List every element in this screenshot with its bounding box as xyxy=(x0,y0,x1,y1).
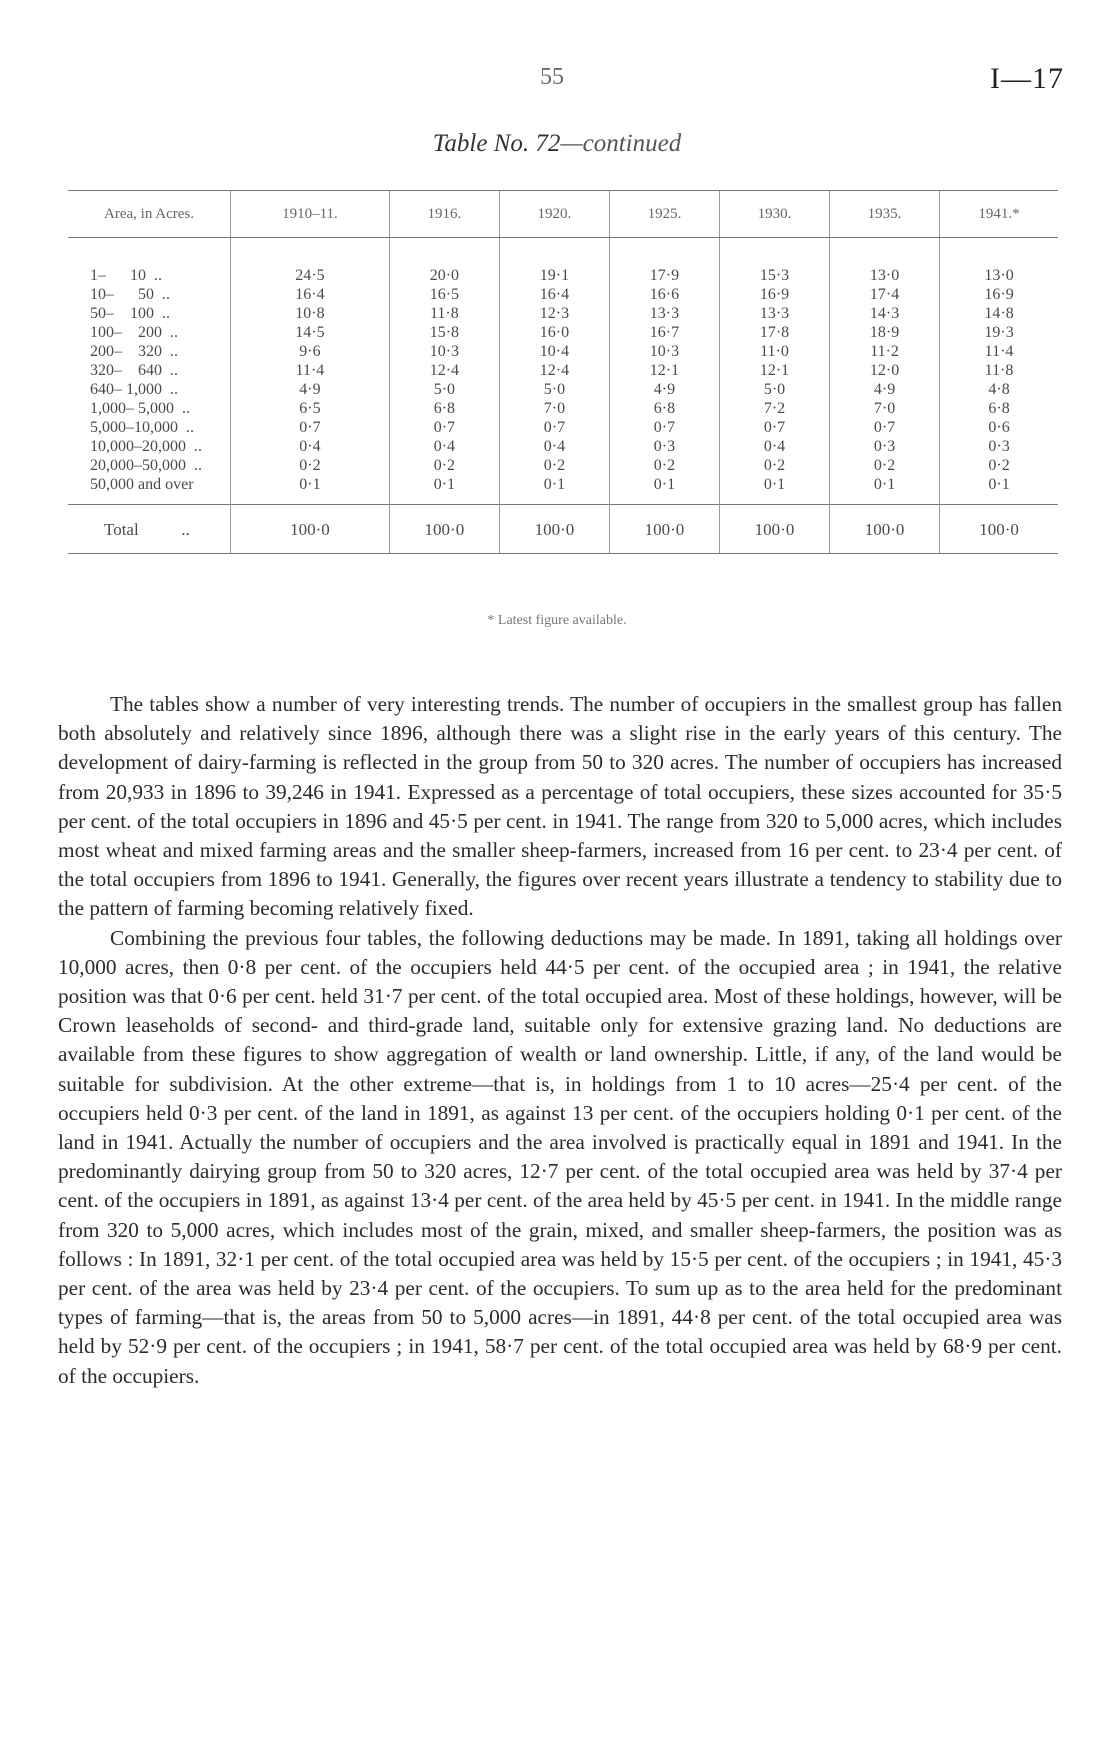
area-range-cell: 320– 640 .. xyxy=(90,362,178,379)
column-header: 1916. xyxy=(389,191,499,238)
percentage-cell: 0·2 xyxy=(609,456,719,475)
area-range-cell: 640– 1,000 .. xyxy=(90,381,178,398)
table-row xyxy=(68,304,1058,323)
table-row xyxy=(68,361,1058,380)
percentage-cell: 4·8 xyxy=(940,380,1058,399)
column-header: Area, in Acres. xyxy=(68,191,231,238)
percentage-cell: 14·3 xyxy=(830,304,940,323)
area-range-cell: 10,000–20,000 .. xyxy=(90,438,202,455)
percentage-cell: 0·2 xyxy=(940,456,1058,475)
percentage-cell: 0·3 xyxy=(830,437,940,456)
percentage-cell: 5·0 xyxy=(499,380,609,399)
column-header: 1920. xyxy=(499,191,609,238)
area-range-cell: 200– 320 .. xyxy=(90,343,178,360)
percentage-cell: 0·1 xyxy=(231,475,390,505)
table-row xyxy=(68,475,1058,505)
percentage-cell: 0·7 xyxy=(389,418,499,437)
percentage-cell: 7·0 xyxy=(499,399,609,418)
table-row xyxy=(68,342,1058,361)
percentage-cell: 18·9 xyxy=(830,323,940,342)
percentage-cell: 0·7 xyxy=(719,418,829,437)
area-range-cell: 100– 200 .. xyxy=(90,324,178,341)
table-title xyxy=(0,130,1114,158)
percentage-cell: 11·2 xyxy=(830,342,940,361)
percentage-cell: 0·3 xyxy=(940,437,1058,456)
percentage-cell: 0·1 xyxy=(940,475,1058,505)
total-cell: 100·0 xyxy=(499,505,609,554)
percentage-cell: 11·8 xyxy=(940,361,1058,380)
area-range-cell: 20,000–50,000 .. xyxy=(90,457,202,474)
percentage-cell: 13·3 xyxy=(609,304,719,323)
percentage-cell: 16·6 xyxy=(609,285,719,304)
total-cell: 100·0 xyxy=(719,505,829,554)
percentage-cell: 0·2 xyxy=(830,456,940,475)
percentage-cell: 0·2 xyxy=(499,456,609,475)
percentage-cell: 16·5 xyxy=(389,285,499,304)
page-number: 55 xyxy=(540,64,564,90)
percentage-cell: 15·3 xyxy=(719,238,829,286)
area-range-cell: 50,000 and over xyxy=(90,476,194,493)
percentage-cell: 0·2 xyxy=(231,456,390,475)
percentage-cell: 12·1 xyxy=(609,361,719,380)
percentage-cell: 17·8 xyxy=(719,323,829,342)
percentage-cell: 16·7 xyxy=(609,323,719,342)
total-label-cell: Total .. xyxy=(68,505,231,554)
percentage-cell: 6·8 xyxy=(940,399,1058,418)
paragraph: The tables show a number of very interesting trends. The number of occupiers in the smallest group has fallen both absolutely and relatively since 1896, although there was a slight rise in the early years of this century. The development of dairy-farming is reflected in the group from 50 to 320 acres. The number of occupiers has increased from 20,933 in 1896 to 39,246 in 1941. Expressed as a percentage of total occupiers, these sizes accounted for 35·5 per cent. of the total occupiers in 1896 and 45·5 per cent. in 1941. The range from 320 to 5,000 acres, which includes most wheat and mixed farming areas and the smaller sheep-farmers, increased from 16 per cent. to 23·4 per cent. of the total occupiers from 1896 to 1941. Generally, the figures over recent years illustrate a tendency to stability due to the pattern of farming becoming relatively fixed. xyxy=(58,692,1062,921)
percentage-cell: 16·9 xyxy=(940,285,1058,304)
area-range-cell: 1,000– 5,000 .. xyxy=(90,400,190,417)
percentage-cell: 20·0 xyxy=(389,238,499,286)
percentage-cell: 0·4 xyxy=(499,437,609,456)
percentage-cell: 6·5 xyxy=(231,399,390,418)
percentage-cell: 5·0 xyxy=(389,380,499,399)
percentage-cell: 11·8 xyxy=(389,304,499,323)
area-range-cell: 5,000–10,000 .. xyxy=(90,419,194,436)
percentage-cell: 9·6 xyxy=(231,342,390,361)
percentage-cell: 12·3 xyxy=(499,304,609,323)
percentage-cell: 6·8 xyxy=(609,399,719,418)
percentage-cell: 13·0 xyxy=(940,238,1058,286)
percentage-cell: 24·5 xyxy=(231,238,390,286)
table-title-suffix: —continued xyxy=(560,130,682,157)
total-cell: 100·0 xyxy=(609,505,719,554)
table-row xyxy=(68,437,1058,456)
percentage-cell: 19·3 xyxy=(940,323,1058,342)
percentage-cell: 0·3 xyxy=(609,437,719,456)
table-row xyxy=(68,323,1058,342)
percentage-cell: 12·0 xyxy=(830,361,940,380)
percentage-cell: 17·9 xyxy=(609,238,719,286)
percentage-cell: 0·7 xyxy=(830,418,940,437)
percentage-cell: 0·2 xyxy=(389,456,499,475)
table-row xyxy=(68,285,1058,304)
column-header: 1910–11. xyxy=(231,191,390,238)
table-row xyxy=(68,380,1058,399)
percentage-cell: 14·5 xyxy=(231,323,390,342)
table-header-row xyxy=(68,191,1058,238)
total-cell: 100·0 xyxy=(940,505,1058,554)
percentage-cell: 0·4 xyxy=(231,437,390,456)
table-total-row xyxy=(68,505,1058,554)
percentage-cell: 4·9 xyxy=(231,380,390,399)
percentage-cell: 15·8 xyxy=(389,323,499,342)
percentage-cell: 11·0 xyxy=(719,342,829,361)
column-header: 1935. xyxy=(830,191,940,238)
column-header: 1930. xyxy=(719,191,829,238)
percentage-cell: 14·8 xyxy=(940,304,1058,323)
area-range-cell: 10– 50 .. xyxy=(90,286,170,303)
area-range-cell: 50– 100 .. xyxy=(90,305,170,322)
percentage-cell: 4·9 xyxy=(609,380,719,399)
percentage-cell: 10·4 xyxy=(499,342,609,361)
percentage-cell: 0·7 xyxy=(499,418,609,437)
percentage-cell: 0·1 xyxy=(499,475,609,505)
percentage-cell: 0·4 xyxy=(719,437,829,456)
column-header: 1925. xyxy=(609,191,719,238)
percentage-cell: 0·7 xyxy=(231,418,390,437)
percentage-cell: 13·3 xyxy=(719,304,829,323)
percentage-cell: 5·0 xyxy=(719,380,829,399)
percentage-cell: 12·1 xyxy=(719,361,829,380)
total-cell: 100·0 xyxy=(389,505,499,554)
table-row xyxy=(68,418,1058,437)
percentage-cell: 10·3 xyxy=(609,342,719,361)
percentage-cell: 0·1 xyxy=(719,475,829,505)
percentage-cell: 12·4 xyxy=(499,361,609,380)
percentage-cell: 0·1 xyxy=(389,475,499,505)
percentage-cell: 10·3 xyxy=(389,342,499,361)
percentage-cell: 16·9 xyxy=(719,285,829,304)
percentage-cell: 13·0 xyxy=(830,238,940,286)
total-cell: 100·0 xyxy=(830,505,940,554)
percentage-cell: 4·9 xyxy=(830,380,940,399)
body-text xyxy=(58,690,1062,1391)
table-row xyxy=(68,238,1058,286)
table-row xyxy=(68,456,1058,475)
percentage-cell: 7·2 xyxy=(719,399,829,418)
percentage-cell: 0·2 xyxy=(719,456,829,475)
percentage-cell: 0·1 xyxy=(830,475,940,505)
percentage-cell: 16·0 xyxy=(499,323,609,342)
percentage-cell: 12·4 xyxy=(389,361,499,380)
area-percentage-table xyxy=(68,190,1058,554)
percentage-cell: 0·7 xyxy=(609,418,719,437)
column-header: 1941.* xyxy=(940,191,1058,238)
percentage-cell: 11·4 xyxy=(940,342,1058,361)
percentage-cell: 16·4 xyxy=(231,285,390,304)
percentage-cell: 0·1 xyxy=(609,475,719,505)
percentage-cell: 11·4 xyxy=(231,361,390,380)
table-row xyxy=(68,399,1058,418)
area-range-cell: 1– 10 .. xyxy=(90,267,162,284)
percentage-cell: 7·0 xyxy=(830,399,940,418)
percentage-cell: 17·4 xyxy=(830,285,940,304)
percentage-cell: 6·8 xyxy=(389,399,499,418)
table-footnote: * Latest figure available. xyxy=(487,613,627,628)
percentage-cell: 0·4 xyxy=(389,437,499,456)
percentage-cell: 10·8 xyxy=(231,304,390,323)
page-reference: I—17 xyxy=(990,62,1064,95)
percentage-cell: 19·1 xyxy=(499,238,609,286)
table-title-main: Table No. 72 xyxy=(432,130,561,157)
paragraph: Combining the previous four tables, the following deductions may be made. In 1891, taking all holdings over 10,000 acres, then 0·8 per cent. of the occupiers held 44·5 per cent. of the occupied area ; in 1941, the relative position was that 0·6 per cent. held 31·7 per cent. of the total occupied area. Most of these holdings, however, will be Crown leaseholds of second- and third-grade land, suitable only for extensive grazing land. No deductions are available from these figures to show aggregation of wealth or land ownership. Little, if any, of the land would be suitable for subdivision. At the other extreme—that is, in holdings from 1 to 10 acres—25·4 per cent. of the occupiers held 0·3 per cent. of the land in 1891, as against 13 per cent. of the occupiers holding 0·1 per cent. of the land in 1941. Actually the number of occupiers and the area involved is practically equal in 1891 and 1941. In the predominantly dairying group from 50 to 320 acres, 12·7 per cent. of the total occupied area was held by 37·4 per cent. of the occupiers in 1891, as against 13·4 per cent. of the area held by 45·5 per cent. in 1941. In the middle range from 320 to 5,000 acres, which includes most of the grain, mixed, and smaller sheep-farmers, the position was as follows : In 1891, 32·1 per cent. of the total occupied area was held by 15·5 per cent. of the occupiers ; in 1941, 45·3 per cent. of the area was held by 23·4 per cent. of the occupiers. To sum up as to the area held for the predominant types of farming—that is, the areas from 50 to 5,000 acres—in 1891, 44·8 per cent. of the total occupied area was held by 52·9 per cent. of the occupiers ; in 1941, 58·7 per cent. of the total occupied area was held by 68·9 per cent. of the occupiers. xyxy=(58,925,1062,1388)
percentage-cell: 16·4 xyxy=(499,285,609,304)
percentage-cell: 0·6 xyxy=(940,418,1058,437)
total-cell: 100·0 xyxy=(231,505,390,554)
